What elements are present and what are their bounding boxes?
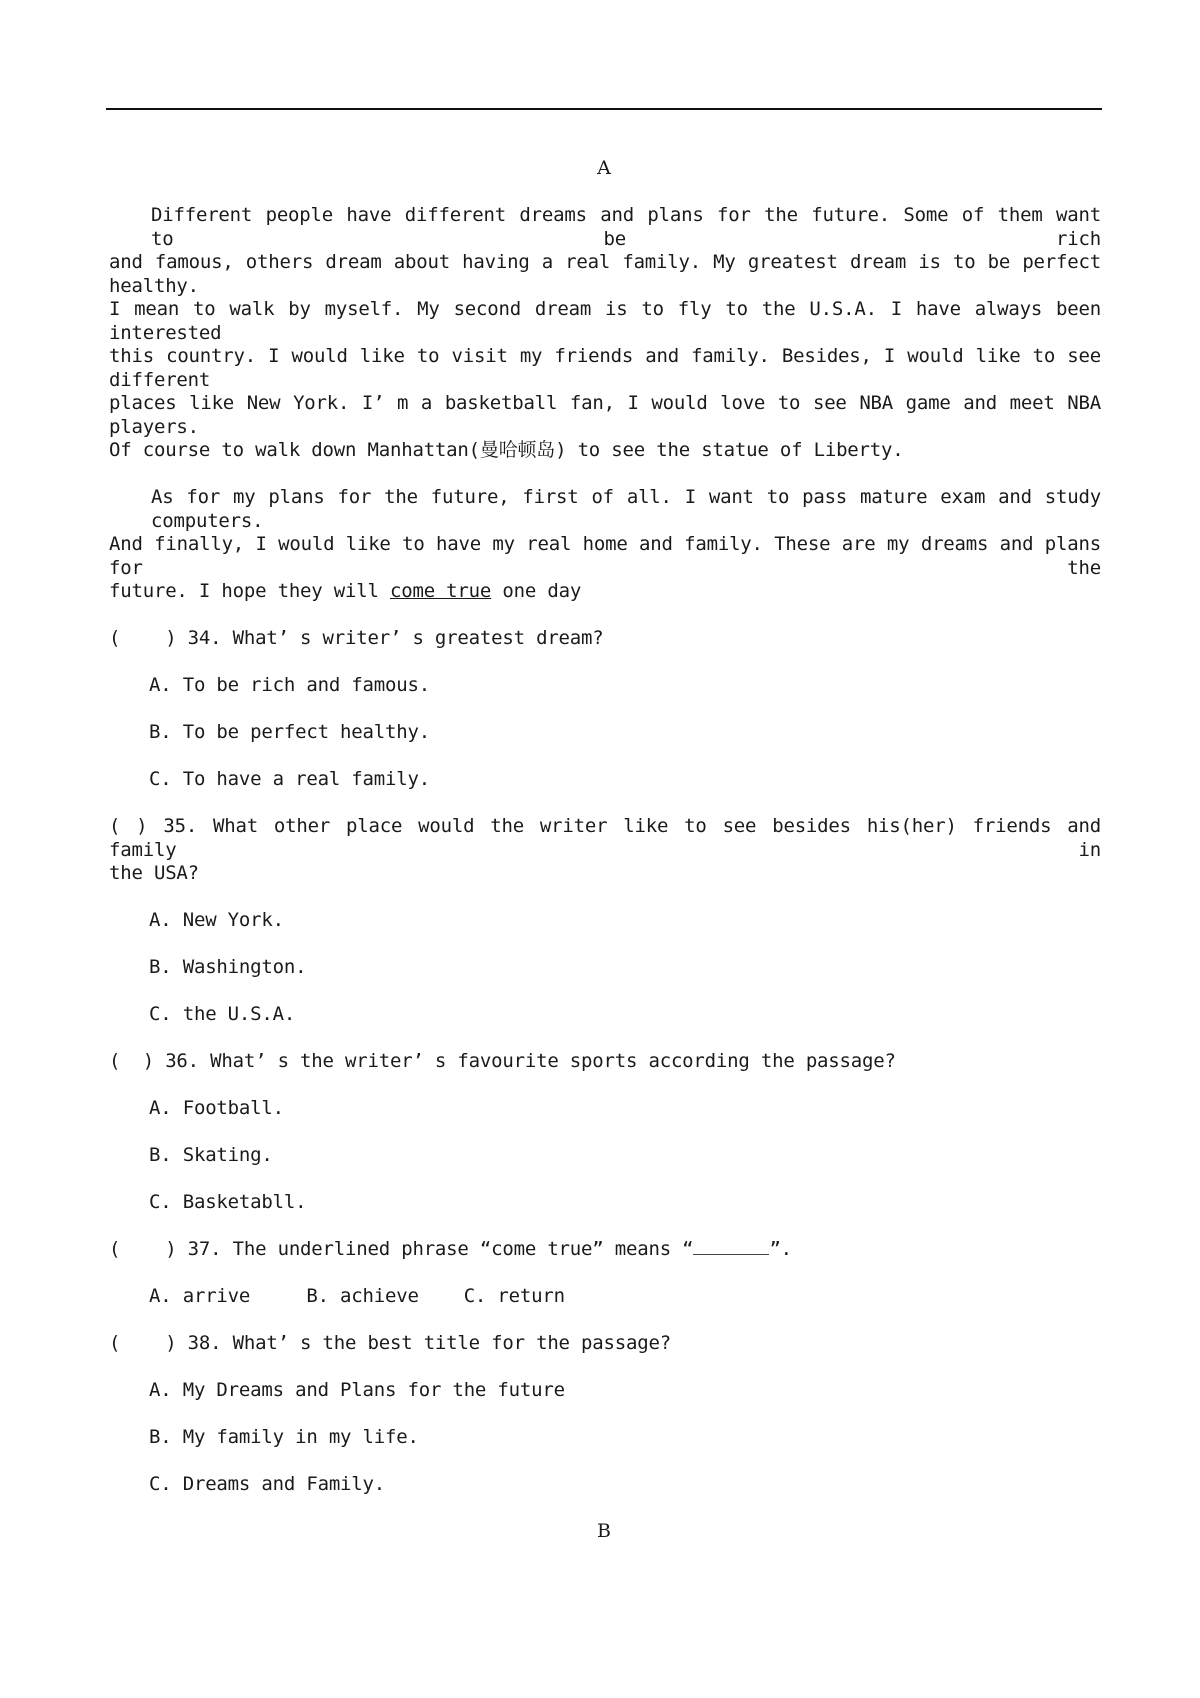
question-37-text-end: ”. xyxy=(769,1238,792,1260)
passage-line: I mean to walk by myself. My second dream is to fly to the U.S.A. I have always been interested xyxy=(109,298,1101,344)
passage-line: And finally, I would like to have my real home and family. These are my dreams and plans for the xyxy=(109,533,1101,579)
passage-line: places like New York. I’ m a basketball fan, I would love to see NBA game and meet NBA players. xyxy=(109,392,1101,438)
question-35-option-b: B. Washington. xyxy=(149,956,307,978)
question-35-stem: ( ) 35. What other place would the writer like to see besides his(her) friends and family in xyxy=(109,815,1101,861)
question-38-option-b: B. My family in my life. xyxy=(149,1426,419,1448)
question-37-options: A. arrive B. achieve C. return xyxy=(149,1285,565,1307)
question-34-option-c: C. To have a real family. xyxy=(149,768,430,790)
question-36-option-a: A. Football. xyxy=(149,1097,284,1119)
question-36-option-c: C. Basketabll. xyxy=(149,1191,307,1213)
passage-line xyxy=(109,438,1101,462)
manhattan-chinese-gloss: 曼哈顿岛 xyxy=(479,439,556,461)
question-34-option-b: B. To be perfect healthy. xyxy=(149,721,430,743)
passage-text: Of course to walk down Manhattan( xyxy=(109,439,480,461)
question-38-stem: ( ) 38. What’ s the best title for the passage? xyxy=(109,1332,671,1354)
section-a-heading: A xyxy=(597,157,611,179)
passage-line: and famous, others dream about having a real family. My greatest dream is to be perfect healthy. xyxy=(109,251,1101,297)
question-38-option-a: A. My Dreams and Plans for the future xyxy=(149,1379,565,1401)
passage-line: this country. I would like to visit my friends and family. Besides, I would like to see different xyxy=(109,345,1101,391)
question-34-option-a: A. To be rich and famous. xyxy=(149,674,430,696)
header-rule xyxy=(106,108,1102,110)
passage-text: one day xyxy=(491,580,582,602)
question-37-text: ( ) 37. The underlined phrase “come true” means “ xyxy=(109,1238,694,1260)
question-37-stem xyxy=(109,1237,1101,1261)
passage-line: As for my plans for the future, first of all. I want to pass mature exam and study computers. xyxy=(151,486,1101,532)
passage-text: future. I hope they will xyxy=(109,580,390,602)
question-38-option-c: C. Dreams and Family. xyxy=(149,1473,386,1495)
underlined-phrase: come true xyxy=(389,580,492,602)
section-b-heading: B xyxy=(597,1520,611,1542)
question-34-stem: ( ) 34. What’ s writer’ s greatest dream? xyxy=(109,627,604,649)
passage-text: ) to see the statue of Liberty. xyxy=(555,439,904,461)
question-35-option-c: C. the U.S.A. xyxy=(149,1003,296,1025)
answer-blank xyxy=(693,1240,769,1255)
passage-line xyxy=(109,579,1101,603)
question-36-stem: ( ) 36. What’ s the writer’ s favourite sports according the passage? xyxy=(109,1050,896,1072)
question-35-stem-continued: the USA? xyxy=(109,862,199,884)
passage-line: Different people have different dreams and plans for the future. Some of them want to be rich xyxy=(151,204,1101,250)
question-36-option-b: B. Skating. xyxy=(149,1144,273,1166)
question-35-option-a: A. New York. xyxy=(149,909,284,931)
